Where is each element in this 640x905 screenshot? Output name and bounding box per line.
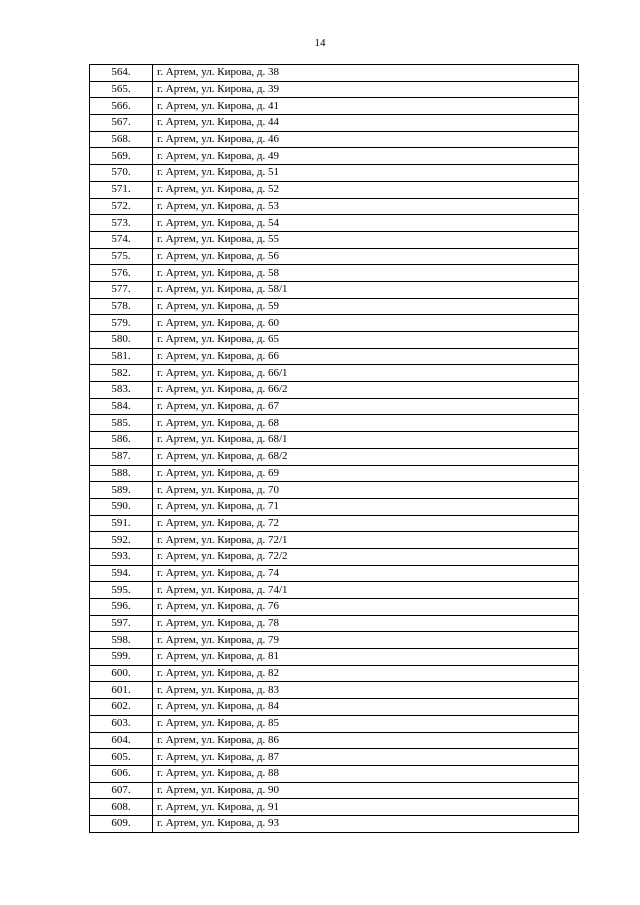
- row-address: г. Артем, ул. Кирова, д. 71: [153, 498, 579, 515]
- table-row: [90, 732, 579, 749]
- row-address: г. Артем, ул. Кирова, д. 90: [153, 782, 579, 799]
- row-number: 580.: [90, 332, 153, 349]
- row-address: г. Артем, ул. Кирова, д. 66/1: [153, 365, 579, 382]
- row-number: 589.: [90, 482, 153, 499]
- row-number: 581.: [90, 348, 153, 365]
- table-row: [90, 582, 579, 599]
- table-row: [90, 265, 579, 282]
- row-number: 575.: [90, 248, 153, 265]
- row-number: 604.: [90, 732, 153, 749]
- table-row: [90, 465, 579, 482]
- table-row: [90, 81, 579, 98]
- table-row: [90, 131, 579, 148]
- table-row: [90, 181, 579, 198]
- row-address: г. Артем, ул. Кирова, д. 66: [153, 348, 579, 365]
- table-row: [90, 332, 579, 349]
- row-address: г. Артем, ул. Кирова, д. 74/1: [153, 582, 579, 599]
- table-row: [90, 532, 579, 549]
- row-number: 578.: [90, 298, 153, 315]
- row-number: 596.: [90, 599, 153, 616]
- table-row: [90, 165, 579, 182]
- row-address: г. Артем, ул. Кирова, д. 68/1: [153, 432, 579, 449]
- row-number: 595.: [90, 582, 153, 599]
- table-row: [90, 699, 579, 716]
- row-address: г. Артем, ул. Кирова, д. 84: [153, 699, 579, 716]
- row-number: 573.: [90, 215, 153, 232]
- row-address: г. Артем, ул. Кирова, д. 74: [153, 565, 579, 582]
- row-number: 597.: [90, 615, 153, 632]
- row-address: г. Артем, ул. Кирова, д. 49: [153, 148, 579, 165]
- row-number: 585.: [90, 415, 153, 432]
- row-number: 570.: [90, 165, 153, 182]
- row-address: г. Артем, ул. Кирова, д. 56: [153, 248, 579, 265]
- row-number: 564.: [90, 65, 153, 82]
- row-number: 606.: [90, 765, 153, 782]
- row-number: 574.: [90, 231, 153, 248]
- table-row: [90, 515, 579, 532]
- row-address: г. Артем, ул. Кирова, д. 67: [153, 398, 579, 415]
- row-number: 579.: [90, 315, 153, 332]
- table-row: [90, 231, 579, 248]
- row-address: г. Артем, ул. Кирова, д. 46: [153, 131, 579, 148]
- table-row: [90, 799, 579, 816]
- table-row: [90, 715, 579, 732]
- row-address: г. Артем, ул. Кирова, д. 72/2: [153, 548, 579, 565]
- row-address: г. Артем, ул. Кирова, д. 51: [153, 165, 579, 182]
- table-row: [90, 432, 579, 449]
- table-row: [90, 682, 579, 699]
- table-row: [90, 615, 579, 632]
- row-address: г. Артем, ул. Кирова, д. 60: [153, 315, 579, 332]
- row-number: 609.: [90, 815, 153, 832]
- row-number: 590.: [90, 498, 153, 515]
- table-row: [90, 148, 579, 165]
- table-row: [90, 398, 579, 415]
- row-address: г. Артем, ул. Кирова, д. 69: [153, 465, 579, 482]
- row-number: 568.: [90, 131, 153, 148]
- row-address: г. Артем, ул. Кирова, д. 66/2: [153, 382, 579, 399]
- row-number: 565.: [90, 81, 153, 98]
- table-row: [90, 382, 579, 399]
- row-address: г. Артем, ул. Кирова, д. 78: [153, 615, 579, 632]
- table-row: [90, 115, 579, 132]
- row-number: 572.: [90, 198, 153, 215]
- table-row: [90, 198, 579, 215]
- row-number: 583.: [90, 382, 153, 399]
- address-table: [89, 64, 579, 833]
- row-address: г. Артем, ул. Кирова, д. 87: [153, 749, 579, 766]
- row-number: 584.: [90, 398, 153, 415]
- row-address: г. Артем, ул. Кирова, д. 88: [153, 765, 579, 782]
- row-address: г. Артем, ул. Кирова, д. 81: [153, 649, 579, 666]
- row-number: 571.: [90, 181, 153, 198]
- table-row: [90, 98, 579, 115]
- row-number: 566.: [90, 98, 153, 115]
- row-address: г. Артем, ул. Кирова, д. 82: [153, 665, 579, 682]
- row-number: 601.: [90, 682, 153, 699]
- table-row: [90, 298, 579, 315]
- row-number: 587.: [90, 448, 153, 465]
- row-address: г. Артем, ул. Кирова, д. 85: [153, 715, 579, 732]
- table-row: [90, 599, 579, 616]
- row-address: г. Артем, ул. Кирова, д. 72/1: [153, 532, 579, 549]
- row-address: г. Артем, ул. Кирова, д. 39: [153, 81, 579, 98]
- table-row: [90, 448, 579, 465]
- table-row: [90, 765, 579, 782]
- table-row: [90, 65, 579, 82]
- table-row: [90, 548, 579, 565]
- row-address: г. Артем, ул. Кирова, д. 68/2: [153, 448, 579, 465]
- row-address: г. Артем, ул. Кирова, д. 58: [153, 265, 579, 282]
- table-row: [90, 815, 579, 832]
- row-address: г. Артем, ул. Кирова, д. 83: [153, 682, 579, 699]
- table-row: [90, 482, 579, 499]
- row-address: г. Артем, ул. Кирова, д. 58/1: [153, 281, 579, 298]
- row-number: 586.: [90, 432, 153, 449]
- row-number: 577.: [90, 281, 153, 298]
- row-address: г. Артем, ул. Кирова, д. 65: [153, 332, 579, 349]
- row-number: 602.: [90, 699, 153, 716]
- row-number: 567.: [90, 115, 153, 132]
- row-number: 591.: [90, 515, 153, 532]
- table-row: [90, 632, 579, 649]
- row-address: г. Артем, ул. Кирова, д. 76: [153, 599, 579, 616]
- table-row: [90, 498, 579, 515]
- table-row: [90, 565, 579, 582]
- table-row: [90, 415, 579, 432]
- row-number: 592.: [90, 532, 153, 549]
- row-number: 600.: [90, 665, 153, 682]
- row-number: 582.: [90, 365, 153, 382]
- table-row: [90, 315, 579, 332]
- row-number: 594.: [90, 565, 153, 582]
- row-address: г. Артем, ул. Кирова, д. 53: [153, 198, 579, 215]
- row-number: 588.: [90, 465, 153, 482]
- row-address: г. Артем, ул. Кирова, д. 68: [153, 415, 579, 432]
- row-address: г. Артем, ул. Кирова, д. 86: [153, 732, 579, 749]
- row-address: г. Артем, ул. Кирова, д. 79: [153, 632, 579, 649]
- row-number: 576.: [90, 265, 153, 282]
- address-table-body: [90, 65, 579, 833]
- row-number: 598.: [90, 632, 153, 649]
- row-address: г. Артем, ул. Кирова, д. 72: [153, 515, 579, 532]
- table-row: [90, 248, 579, 265]
- row-address: г. Артем, ул. Кирова, д. 59: [153, 298, 579, 315]
- row-number: 605.: [90, 749, 153, 766]
- table-row: [90, 749, 579, 766]
- row-address: г. Артем, ул. Кирова, д. 93: [153, 815, 579, 832]
- table-row: [90, 782, 579, 799]
- row-number: 599.: [90, 649, 153, 666]
- row-address: г. Артем, ул. Кирова, д. 91: [153, 799, 579, 816]
- row-number: 593.: [90, 548, 153, 565]
- table-row: [90, 365, 579, 382]
- row-address: г. Артем, ул. Кирова, д. 70: [153, 482, 579, 499]
- row-address: г. Артем, ул. Кирова, д. 38: [153, 65, 579, 82]
- table-row: [90, 348, 579, 365]
- table-row: [90, 649, 579, 666]
- row-address: г. Артем, ул. Кирова, д. 55: [153, 231, 579, 248]
- row-address: г. Артем, ул. Кирова, д. 41: [153, 98, 579, 115]
- row-address: г. Артем, ул. Кирова, д. 44: [153, 115, 579, 132]
- row-address: г. Артем, ул. Кирова, д. 52: [153, 181, 579, 198]
- row-number: 608.: [90, 799, 153, 816]
- table-row: [90, 665, 579, 682]
- table-row: [90, 281, 579, 298]
- row-number: 607.: [90, 782, 153, 799]
- table-row: [90, 215, 579, 232]
- row-address: г. Артем, ул. Кирова, д. 54: [153, 215, 579, 232]
- row-number: 569.: [90, 148, 153, 165]
- page-number: 14: [314, 37, 326, 49]
- row-number: 603.: [90, 715, 153, 732]
